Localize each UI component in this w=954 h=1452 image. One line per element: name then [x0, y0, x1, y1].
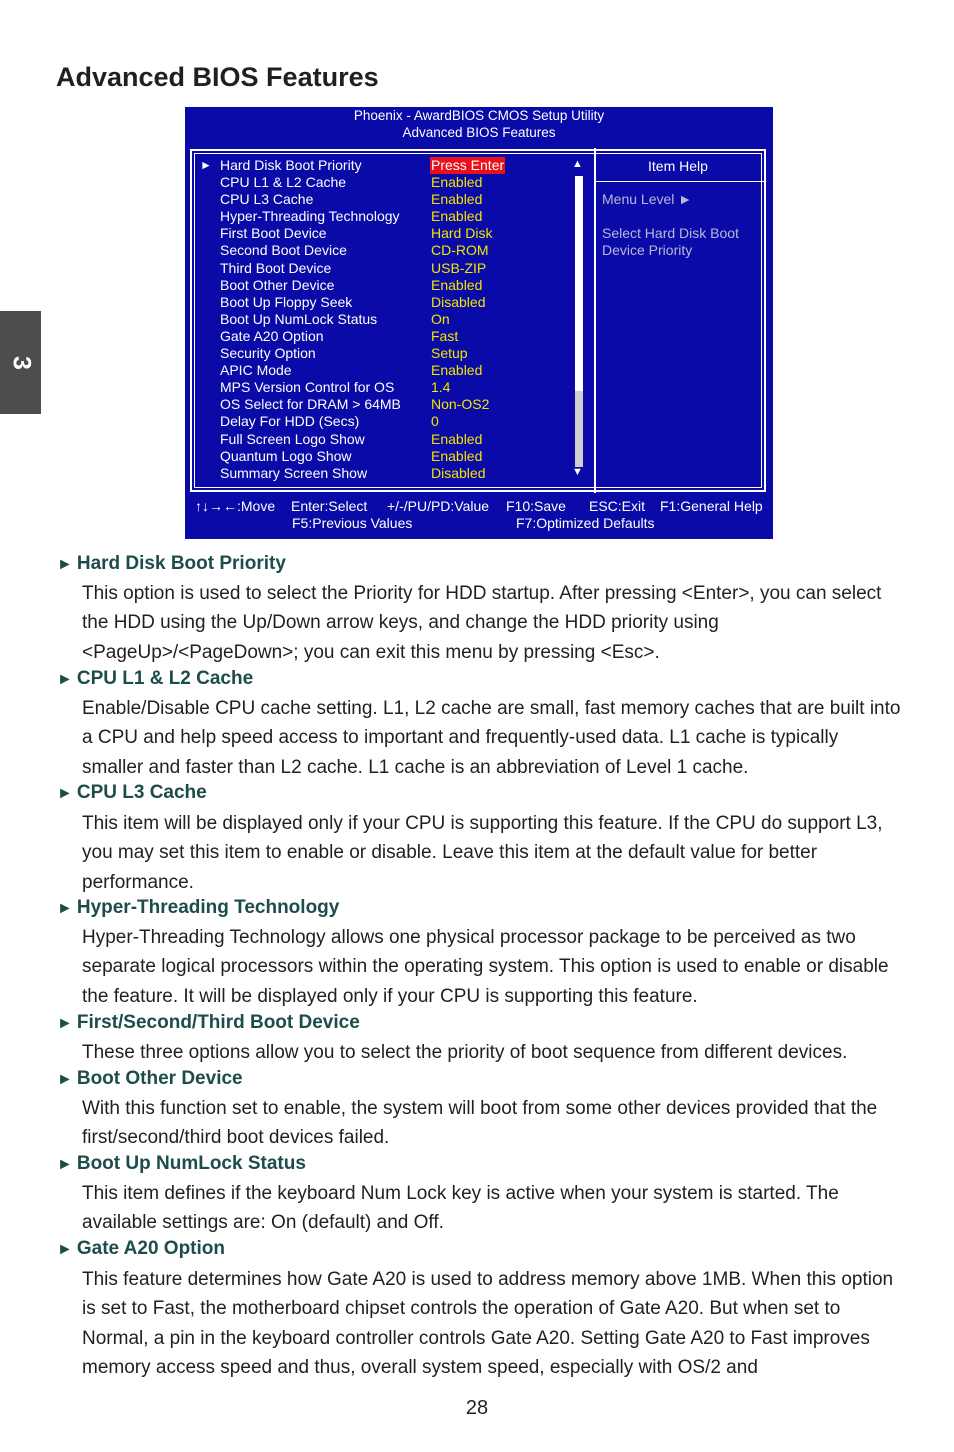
- bios-setting-row[interactable]: [200, 311, 580, 328]
- setting-value[interactable]: Fast: [431, 327, 459, 344]
- chapter-number: 3: [7, 355, 35, 370]
- key-save: F10:Save: [506, 498, 566, 514]
- menu-level-text: Menu Level ►: [602, 191, 693, 207]
- key-select: Enter:Select: [291, 498, 368, 514]
- setting-label: Security Option: [220, 345, 316, 362]
- settings-list: [200, 157, 580, 482]
- section-body: This feature determines how Gate A20 is used to address memory above 1MB. When this option is set to Fast, the motherboard chipset controls the operation of Gate A20. But when set to Normal, a pin in the keyboard controller controls Gate A20. Setting Gate A20 to Fast improves memory access speed and thus, overall system speed, especially with OS/2 and: [82, 1269, 894, 1378]
- key-exit: ESC:Exit: [589, 498, 646, 514]
- setting-label: Boot Other Device: [220, 276, 335, 293]
- bios-setting-row[interactable]: [200, 413, 580, 430]
- setting-value[interactable]: Enabled: [431, 447, 483, 464]
- bios-setting-row[interactable]: [200, 465, 580, 482]
- setting-label: Delay For HDD (Secs): [220, 413, 360, 430]
- bios-setting-row[interactable]: [200, 448, 580, 465]
- selection-arrow-icon: ►: [200, 158, 212, 172]
- section-heading: ► Hyper-Threading Technology: [57, 897, 340, 918]
- setting-value[interactable]: Enabled: [431, 430, 483, 447]
- setting-value[interactable]: Enabled: [431, 276, 483, 293]
- page-title: Advanced BIOS Features: [56, 62, 379, 92]
- bios-setting-row[interactable]: [200, 208, 580, 225]
- setting-label: Boot Up NumLock Status: [220, 310, 378, 327]
- setting-label: First Boot Device: [220, 225, 327, 242]
- setting-value[interactable]: 1.4: [431, 379, 451, 396]
- section-heading: ► Hard Disk Boot Priority: [57, 553, 286, 574]
- setting-value[interactable]: Hard Disk: [431, 225, 493, 242]
- section-body: This item will be displayed only if your CPU is supporting this feature. If the CPU do support L3, you may set this item to enable or disable. Leave this item at the default value for better performance.: [82, 813, 883, 893]
- setting-value[interactable]: Non-OS2: [431, 396, 490, 413]
- bios-page-title: Advanced BIOS Features: [402, 125, 556, 140]
- bios-setting-row[interactable]: [200, 277, 580, 294]
- key-previous-values: F5:Previous Values: [292, 515, 413, 531]
- setting-value[interactable]: 0: [431, 413, 439, 430]
- scroll-down-arrow-icon[interactable]: ▼: [572, 466, 583, 478]
- bios-main-panel: [190, 149, 766, 492]
- bios-setting-row[interactable]: [200, 260, 580, 277]
- setting-value[interactable]: On: [431, 310, 450, 327]
- setting-label: Second Boot Device: [220, 242, 347, 259]
- setting-value[interactable]: Enabled: [431, 174, 483, 191]
- bios-setting-row[interactable]: [200, 242, 580, 259]
- bullet-arrow-icon: ►: [57, 1156, 73, 1173]
- setting-value[interactable]: Enabled: [431, 362, 483, 379]
- bios-setting-row[interactable]: [200, 345, 580, 362]
- bios-setting-row[interactable]: [200, 431, 580, 448]
- setting-label: Third Boot Device: [220, 259, 332, 276]
- bullet-arrow-icon: ►: [57, 556, 73, 573]
- bios-setting-row[interactable]: [200, 379, 580, 396]
- setting-value[interactable]: Disabled: [431, 293, 486, 310]
- bios-setting-row[interactable]: [200, 157, 580, 174]
- section-heading: ► Boot Up NumLock Status: [57, 1153, 306, 1174]
- setting-label: Summary Screen Show: [220, 464, 368, 481]
- key-help: F1:General Help: [660, 498, 763, 514]
- section-heading: ► CPU L3 Cache: [57, 782, 207, 803]
- setting-label: Boot Up Floppy Seek: [220, 293, 353, 310]
- bullet-arrow-icon: ►: [57, 1071, 73, 1088]
- setting-label: OS Select for DRAM > 64MB: [220, 396, 401, 413]
- key-value: +/-/PU/PD:Value: [387, 498, 490, 514]
- bios-setting-row[interactable]: [200, 396, 580, 413]
- item-help-text: Select Hard Disk Boot Device Priority: [602, 225, 739, 258]
- section-body: These three options allow you to select the priority of boot sequence from different devices.: [82, 1042, 848, 1063]
- section-heading: ► CPU L1 & L2 Cache: [57, 668, 254, 689]
- setting-value[interactable]: Disabled: [431, 464, 486, 481]
- panel-divider: [594, 148, 596, 493]
- bios-key-legend: [185, 498, 773, 532]
- setting-value[interactable]: CD-ROM: [431, 242, 489, 259]
- setting-label: Hard Disk Boot Priority: [220, 157, 362, 173]
- scrollbar-thumb[interactable]: [575, 391, 583, 467]
- section-body: Enable/Disable CPU cache setting. L1, L2 cache are small, fast memory caches that are built into a CPU and help speed access to important and frequently-used data. L1 cache is typically smaller and faster than L2 cache. L1 cache is an abbreviation of Level 1 cache.: [82, 698, 901, 778]
- setting-label: Gate A20 Option: [220, 327, 324, 344]
- bios-utility-title: Phoenix - AwardBIOS CMOS Setup Utility: [353, 108, 605, 123]
- bios-setting-row[interactable]: [200, 225, 580, 242]
- bios-setting-row[interactable]: [200, 174, 580, 191]
- section-body: With this function set to enable, the system will boot from some other devices provided that the first/second/third boot devices failed.: [82, 1098, 878, 1149]
- setting-label: Quantum Logo Show: [220, 447, 352, 464]
- section-heading: ► Boot Other Device: [57, 1068, 243, 1089]
- chapter-tab: [0, 311, 41, 414]
- section-heading: ► Gate A20 Option: [57, 1238, 225, 1259]
- setting-label: CPU L3 Cache: [220, 191, 314, 208]
- bios-setting-row[interactable]: [200, 328, 580, 345]
- setting-label: MPS Version Control for OS: [220, 379, 395, 396]
- scroll-up-arrow-icon[interactable]: ▲: [572, 158, 583, 170]
- help-divider: [596, 181, 764, 182]
- key-optimized-defaults: F7:Optimized Defaults: [516, 515, 655, 531]
- setting-label: APIC Mode: [220, 362, 292, 379]
- setting-value[interactable]: USB-ZIP: [431, 259, 487, 276]
- setting-value[interactable]: Enabled: [431, 191, 483, 208]
- bios-setting-row[interactable]: [200, 294, 580, 311]
- bullet-arrow-icon: ►: [57, 785, 73, 802]
- setting-label: Hyper-Threading Technology: [220, 208, 400, 225]
- bios-header: [185, 107, 773, 141]
- section-body: Hyper-Threading Technology allows one physical processor package to be perceived as two separate logical processors within the operating system. This option is used to enable or disable the feature. It will be displayed only if your CPU is supporting this feature.: [82, 927, 889, 1007]
- setting-value[interactable]: Setup: [431, 345, 468, 362]
- section-body: This option is used to select the Priority for HDD startup. After pressing <Enter>, you can select the HDD using the Up/Down arrow keys, and change the HDD priority using <PageUp>/<PageDown>; you can exit this menu by pressing <Esc>.: [82, 583, 882, 663]
- bullet-arrow-icon: ►: [57, 1241, 73, 1258]
- bullet-arrow-icon: ►: [57, 671, 73, 688]
- page-number: 28: [465, 1397, 489, 1419]
- bullet-arrow-icon: ►: [57, 900, 73, 917]
- setting-value[interactable]: Press Enter: [431, 157, 505, 173]
- bios-setting-row[interactable]: [200, 362, 580, 379]
- setting-value[interactable]: Enabled: [431, 208, 483, 225]
- setting-label: Full Screen Logo Show: [220, 430, 365, 447]
- setting-label: CPU L1 & L2 Cache: [220, 174, 347, 191]
- section-body: This item defines if the keyboard Num Lock key is active when your system is started. The available settings are: On (default) and Off.: [82, 1183, 839, 1234]
- scrollbar-track: [575, 176, 583, 392]
- bullet-arrow-icon: ►: [57, 1015, 73, 1032]
- bios-setting-row[interactable]: [200, 191, 580, 208]
- key-move: ↑↓→←:Move: [195, 498, 276, 514]
- bios-screen: [185, 107, 773, 539]
- item-help-title: Item Help: [648, 158, 708, 174]
- section-heading: ► First/Second/Third Boot Device: [57, 1012, 360, 1033]
